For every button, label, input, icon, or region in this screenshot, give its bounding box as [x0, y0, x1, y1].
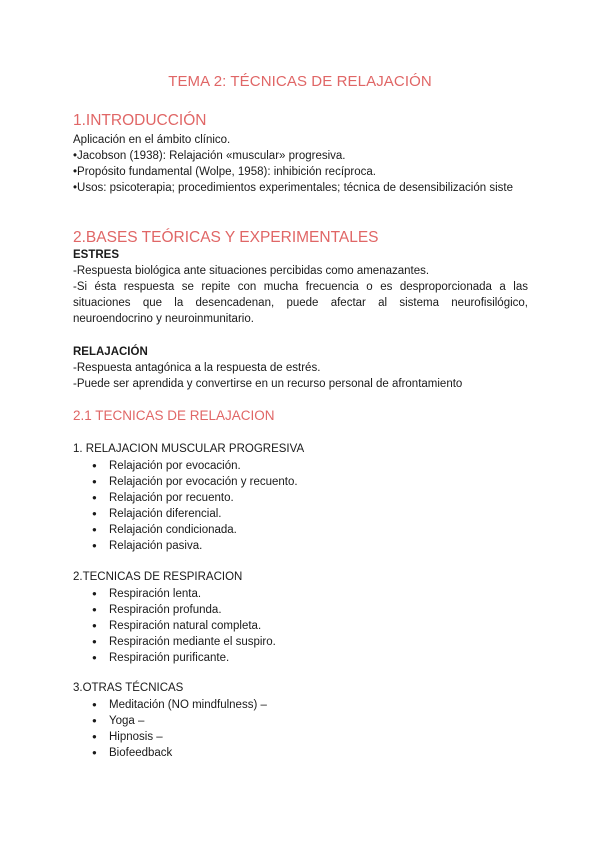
- bullet-icon: ●: [92, 477, 97, 486]
- bullet-icon: ●: [92, 525, 97, 534]
- list-item: ● Hipnosis –: [92, 731, 163, 743]
- group-title-respiracion: 2.TECNICAS DE RESPIRACION: [73, 571, 243, 583]
- intro-line: •Propósito fundamental (Wolpe, 1958): inhibición recíproca.: [73, 166, 376, 178]
- document-title: TEMA 2: TÉCNICAS DE RELAJACIÓN: [168, 73, 432, 90]
- bullet-icon: ●: [92, 461, 97, 470]
- list-otras: [92, 697, 267, 761]
- bullet-icon: ●: [92, 541, 97, 550]
- bullet-icon: ●: [92, 653, 97, 662]
- list-item: ● Respiración natural completa.: [92, 620, 262, 632]
- group-title-otras: 3.OTRAS TÉCNICAS: [73, 682, 184, 694]
- intro-line: Aplicación en el ámbito clínico.: [73, 134, 231, 146]
- list-item: ● Respiración lenta.: [92, 588, 202, 600]
- list-item: ● Biofeedback: [92, 747, 173, 759]
- estres-body: [73, 247, 528, 327]
- estres-line: -Respuesta biológica ante situaciones percibidas como amenazantes.: [73, 265, 430, 277]
- estres-label: ESTRES: [73, 249, 120, 261]
- list-muscular: [92, 458, 298, 554]
- relajacion-label: RELAJACIÓN: [73, 346, 148, 358]
- bullet-icon: ●: [92, 700, 97, 709]
- bullet-icon: ●: [92, 605, 97, 614]
- list-item: ● Respiración mediante el suspiro.: [92, 636, 276, 648]
- list-item: ● Respiración profunda.: [92, 604, 222, 616]
- list-item: ● Relajación por recuento.: [92, 492, 234, 504]
- subsection-heading-tecnicas: 2.1 TECNICAS DE RELAJACION: [73, 408, 275, 423]
- list-item: ● Relajación condicionada.: [92, 524, 237, 536]
- bullet-icon: ●: [92, 716, 97, 725]
- list-item: ● Relajación por evocación y recuento.: [92, 476, 298, 488]
- bullet-icon: ●: [92, 621, 97, 630]
- relajacion-line: -Respuesta antagónica a la respuesta de estrés.: [73, 362, 321, 374]
- bullet-icon: ●: [92, 493, 97, 502]
- list-item: ● Yoga –: [92, 715, 145, 727]
- section-heading-bases: 2.BASES TEÓRICAS Y EXPERIMENTALES: [73, 229, 379, 246]
- intro-body: [73, 132, 528, 196]
- relajacion-line: -Puede ser aprendida y convertirse en un recurso personal de afrontamiento: [73, 378, 463, 390]
- relajacion-body: [73, 344, 528, 392]
- intro-line: •Usos: psicoterapia; procedimientos experimentales; técnica de desensibilización siste: [73, 182, 513, 194]
- list-item: ● Meditación (NO mindfulness) –: [92, 699, 267, 711]
- bullet-icon: ●: [92, 732, 97, 741]
- estres-line: -Si ésta respuesta se repite con mucha frecuencia o es desproporcionada a las situaciones que la desencadenan, puede afectar al sistema neurofisilógico, neuroendocrino y neuroinmunitario.: [73, 281, 528, 325]
- list-item: ● Relajación diferencial.: [92, 508, 222, 520]
- bullet-icon: ●: [92, 748, 97, 757]
- list-item: ● Respiración purificante.: [92, 652, 230, 664]
- section-heading-introduccion: 1.INTRODUCCIÓN: [73, 112, 207, 129]
- list-item: ● Relajación pasiva.: [92, 540, 203, 552]
- list-item: ● Relajación por evocación.: [92, 460, 241, 472]
- bullet-icon: ●: [92, 637, 97, 646]
- bullet-icon: ●: [92, 589, 97, 598]
- list-respiracion: [92, 586, 276, 666]
- bullet-icon: ●: [92, 509, 97, 518]
- intro-line: •Jacobson (1938): Relajación «muscular» progresiva.: [73, 150, 346, 162]
- group-title-muscular: 1. RELAJACION MUSCULAR PROGRESIVA: [73, 443, 305, 455]
